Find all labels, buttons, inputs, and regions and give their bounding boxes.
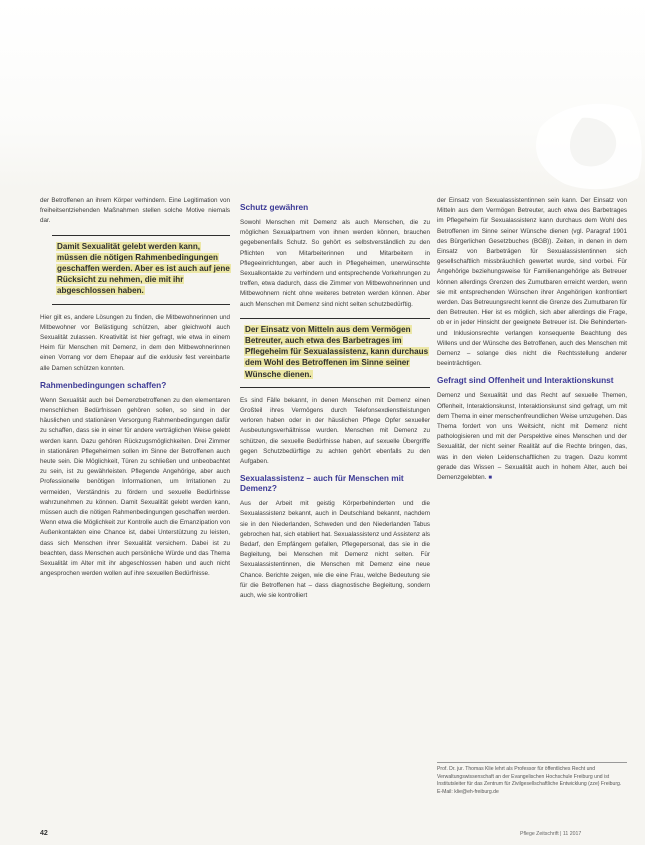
end-mark-icon: ■ [488,475,492,482]
paragraph [437,391,627,483]
journal-footer: Pflege Zeitschrift | 11 2017 [520,831,582,837]
paragraph: Hier gilt es, andere Lösungen zu finden, die Mitbewohnerinnen und Mitbewohner vor Belästigung schützen, aber gleichwohl auch Sexualität zulassen. Kreativität ist hier gefragt, wie etwa in einem Heim für Menschen mit Demenz, in dem den Mitbewohnerinnen einen Vorrang vor dem Ehepaar auf die exklusiv fest vereinbarte alle Damen schützen konnten. [40,313,230,372]
paragraph: der Einsatz von Sexualassistentinnen sein kann. Der Einsatz von Mitteln aus dem Vermögen Betreuter, auch etwa des Barbetrages im Pflegeheim für Sexualassistenz kann durchaus dem Wohl des Betroffenen im Sinne seiner Wünsche dienen (vgl. Paragraf 1901 des Bürgerlichen Gesetzbuches (BGB)). Zeiten, in denen in dem Einsatz von Barbeträgen für Sexualassistentinnen sich gesellschaftlich missbräuchlich gewertet wurde, sind vorbei. Für Angehörige beziehungsweise für Familienangehörige als Betreuer können allerdings Grenzen des Zumutbaren erreicht werden, wenn sie mit entsprechenden Wünschen ihrer Angehörigen konfrontiert werden. Das Betreuungsrecht kennt die Grenze des Zumutbaren für den Betreuten. Hier ist es möglich, sich aber allerdings die Frage, ob er in jeder Hinsicht der geeignete Betreuer ist. Die Behinderten- und Inklusionsrechte verlangen konsequente Beachtung des Willens und der Wünsche des Betroffenen, auch des Menschen mit Demenz – solange dies nicht die Rechtsstellung anderer beeinträchtigen. [437,197,627,368]
pull-quote [240,318,430,388]
decorative-shape [520,98,645,193]
pull-quote-text: Damit Sexualität gelebt werden kann, müssen die nötigen Rahmenbedingungen geschaffen werden. Aber es ist auch auf jene Rücksicht zu nehmen, die mit ihr abgeschlossen haben. [57,241,230,296]
pull-quote-text: Der Einsatz von Mitteln aus dem Vermögen Betreuter, auch etwa des Barbetrages im Pflegeheim für Sexualassistenz, kann durchaus dem Wohl des Betroffenen im Sinne seiner Wünsche dienen. [245,324,429,379]
paragraph: Wenn Sexualität auch bei Demenzbetroffenen zu den elementaren menschlichen Bedürfnissen gehören sollen, so sind in der häuslichen und stationären Versorgung Rahmenbedingungen dafür zu schaffen, dass sie in einer für andere verträglichen Weise gelebt werden kann. Dazu gehören Rückzugsmöglichkeiten. Drei Zimmer in stationären Pflegeheimen sollen im Sinne der Betroffenen auch heute sein. Die Möglichkeit, Türen zu schließen und unbeobachtet zu sein, ist zu gewährleisten. Pflegende Angehörige, aber auch Professionelle benötigen Informationen, um Irritationen zu vermeiden, Verständnis zu fördern und sexuelle Bedürfnisse wahrzunehmen zu können. Damit Sexualität gelebt werden kann, müssen auch die nötigen Rahmenbedingungen geschaffen werden. Wenn etwa die Möglichkeit zur Kontrolle auch die Emanzipation von Außenkontakten eine Chance ist, dabei Unterstützung zu leisten, dass sich Menschen ihrer Sexualität versichern. Dabei ist zu beachten, dass Menschen auch persönliche Würde und das Thema Sexualität im Alter mit ihr abgeschlossen haben und auch nicht angesprochen werden wollen auf ihre sexuellen Bedürfnisse. [40,396,230,578]
section-heading: Gefragt sind Offenheit und Interaktionskunst [437,375,614,386]
column-right [437,196,627,489]
column-left [40,196,230,586]
author-bio: Prof. Dr. jur. Thomas Klie lehrt als Professor für öffentliches Recht und Verwaltungswissenschaft an der Evangelischen Hochschule Freiburg und ist Institutsleiter für das Zentrum für Zivilgesellschaftliche Entwicklung (zze) Freiburg. E-Mail: klie@eh-freiburg.de [437,762,627,796]
column-middle [240,196,430,607]
paragraph: Es sind Fälle bekannt, in denen Menschen mit Demenz einen Großteil ihres Vermögens durch Telefonsexdienstleistungen verloren haben oder in der häuslichen Pflege Opfer sexueller Ausbeutungsverhältnisse wurden. Menschen mit Demenz zu schützen, die sexuelle Bedürfnisse haben, auf sexuelle Übergriffe gegen Schutzbedürftige zu achten gehört ebenfalls zu den Aufgaben. [240,396,430,466]
paragraph-text: Demenz und Sexualität und das Recht auf sexuelle Themen, Offenheit, Interaktionskunst, Interaktionskunst sind gefragt, um mit dem Thema in einer menschenfreundlichen Weise umzugehen. Das Thema fordert von uns Weitsicht, nicht mit Demenz nicht pathologisieren und mit der Perspektive eines Menschen und der Sexualität, der nicht seiner Realität auf die Rechte bringen, das, was in den vielen Leidenschaftlichen zu tragen. Dazu kommt gerade das Wissen – Sexualität auch in hohem Alter, auch bei Demenzgelebten. [437,392,627,482]
section-heading: Rahmenbedingungen schaffen? [40,379,167,390]
paragraph: Aus der Arbeit mit geistig Körperbehinderten und die Sexualassistenz bekannt, auch in Deutschland bekannt, nachdem sie in den Niederlanden, Schweden und den Niederlanden Tabus gebrochen hat, sich etabliert hat. Sexualassistenz und Assistenz als Bedarf, den Empfängern gefallen, Pflegepersonal, das sie in die Begleitung, bei Menschen mit Demenz nicht selten. Für Sexualassistentinnen, die Menschen mit Demenz eine neue Chance. Berichte zeigen, wie die eine Frau, welche Bedeutung sie für die Betroffenen hat – dass diagnostische Begleitung, sondern auch, wie sie kontrolliert [240,500,430,600]
pull-quote [52,235,230,305]
section-heading: Schutz gewähren [240,202,309,212]
section-heading: Sexualassistenz – auch für Menschen mit Demenz? [240,473,404,494]
page-number: 42 [40,830,48,837]
paragraph: Sowohl Menschen mit Demenz als auch Menschen, die zu möglichen Sexualpartnern von ihnen werden können, brauchen gegebenenfalls Schutz. So gehört es selbstverständlich zu den Pflichten von Mitarbeiterinnen und Mitarbeitern in Pflegeeinrichtungen, aber auch in Pflegeheimen, unerwünschte Sexualkontakte zu verhindern und entsprechende Vorkehrungen zu treffen, etwa dadurch, dass die Zimmer von Mitbewohnerinnen und Mitbewohnern nicht ohne weiteres betreten werden können. Aber auch Menschen mit Demenz sind nicht selten schutzbedürftig. [240,219,430,308]
paragraph: der Betroffenen an ihrem Körper verhindern. Eine Legitimation von freiheitsentziehenden Maßnahmen stellen solche Motive niemals dar. [40,197,230,225]
